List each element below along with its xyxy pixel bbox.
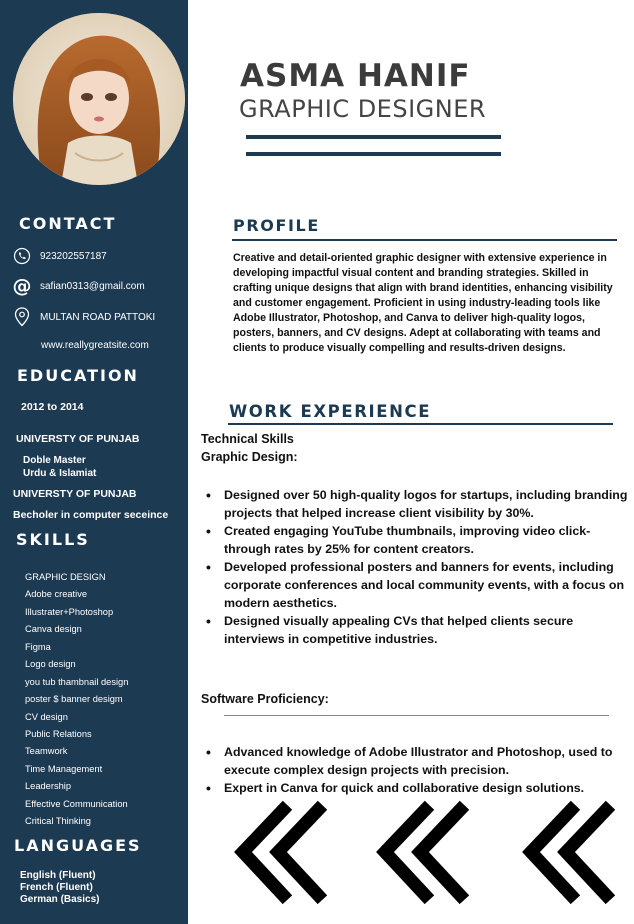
profile-summary: Creative and detail-oriented graphic designer with extensive experience in developing impactful visual content and branding strategies. Skilled in crafting unique designs that align with brand identities, enhancing visibility and customer engagement. Proficient in using industry-leading tools like Adobe Illustrator, Photoshop, and Canva to deliver high-quality logos, posters, banners, and CV designs. Adept at collaborating with teams and clients to produce visually compelling and results-driven designs. [233, 252, 613, 354]
education-school-2: UNIVERSTY OF PUNJAB [13, 488, 137, 500]
graphic-design-bullets [205, 487, 630, 649]
bullet-item: • Designed visually appealing CVs that helped clients secure interviews in competitive industries. [205, 613, 630, 648]
skill-item: Teamwork [25, 746, 68, 757]
double-chevron-left-icon [385, 810, 460, 895]
language-item: English (Fluent) [20, 870, 96, 881]
degree-1-line-2: Urdu & Islamiat [23, 468, 97, 479]
at-sign-icon: @ [12, 275, 32, 297]
contact-email[interactable] [12, 276, 145, 296]
education-years: 2012 to 2014 [21, 401, 84, 413]
skills-list [25, 571, 128, 833]
skill-item: Adobe creative [25, 589, 88, 600]
skill-item: GRAPHIC DESIGN [25, 572, 106, 582]
double-chevron-left-icon [243, 810, 318, 895]
software-divider [224, 715, 609, 716]
phone-icon [12, 246, 32, 266]
contact-phone[interactable] [12, 246, 107, 266]
languages-list [20, 870, 99, 906]
skill-item: Canva design [25, 624, 82, 635]
skill-item: Leadership [25, 781, 72, 792]
education-degree-2: Becholer in computer seceince [13, 509, 169, 521]
skill-item: Time Management [25, 763, 103, 774]
person-name: ASMA HANIF [240, 58, 471, 94]
skill-item: Logo design [25, 659, 76, 670]
bullet-item: • Created engaging YouTube thumbnails, improving video click-through rates by 25% for content creators. [205, 523, 630, 558]
language-item: French (Fluent) [20, 882, 93, 893]
skill-item: Critical Thinking [25, 816, 91, 827]
sidebar [0, 0, 188, 924]
degree-1-line-1: Doble Master [23, 455, 86, 466]
software-bullets [205, 744, 630, 799]
skill-item: Public Relations [25, 728, 92, 739]
location-pin-icon [12, 307, 32, 327]
double-chevron-left-icon [531, 810, 606, 895]
work-experience-heading: WORK EXPERIENCE [229, 402, 432, 421]
skills-heading: SKILLS [16, 530, 90, 549]
bullet-item: • Designed over 50 high-quality logos for startups, including branding projects that helped increase client visibility by 30%. [205, 487, 630, 522]
decorative-chevrons [228, 800, 628, 910]
skill-item: CV design [25, 711, 68, 722]
website-link[interactable]: www.reallygreatsite.com [41, 340, 149, 351]
education-school-1: UNIVERSTY OF PUNJAB [16, 433, 140, 445]
bullet-item: • Advanced knowledge of Adobe Illustrator and Photoshop, used to execute complex design projects with precision. [205, 744, 630, 779]
profile-divider [232, 239, 617, 241]
job-title: GRAPHIC DESIGNER [239, 95, 487, 123]
education-heading: EDUCATION [17, 366, 139, 385]
work-experience-divider [228, 423, 613, 425]
skill-item: Illustrater+Photoshop [25, 606, 114, 617]
graphic-design-label: Graphic Design: [201, 450, 298, 464]
bullet-item: • Developed professional posters and banners for events, including corporate conferences and local community events, with a focus on modern aesthetics. [205, 559, 630, 612]
portrait-image [13, 13, 185, 185]
software-proficiency-label: Software Proficiency: [201, 692, 329, 706]
skill-item: poster $ banner desigm [25, 694, 123, 705]
header-divider-top [246, 135, 501, 139]
address-text: MULTAN ROAD PATTOKI [40, 311, 156, 323]
header-divider-bottom [246, 152, 501, 156]
technical-skills-label: Technical Skills [201, 432, 294, 446]
profile-photo [13, 13, 185, 185]
skill-item: Figma [25, 641, 51, 652]
contact-address [12, 307, 155, 327]
language-item: German (Basics) [20, 894, 100, 905]
skill-item: Effective Communication [25, 798, 128, 809]
bullet-item: • Expert in Canva for quick and collaborative design solutions. [205, 780, 630, 798]
languages-heading: LANGUAGES [14, 836, 142, 855]
phone-number: 923202557187 [40, 250, 107, 262]
email-address: safian0313@gmail.com [40, 280, 145, 292]
contact-heading: CONTACT [19, 214, 117, 233]
skill-item: you tub thambnail design [25, 676, 129, 687]
education-degree-1 [23, 454, 96, 480]
profile-heading: PROFILE [233, 216, 320, 235]
